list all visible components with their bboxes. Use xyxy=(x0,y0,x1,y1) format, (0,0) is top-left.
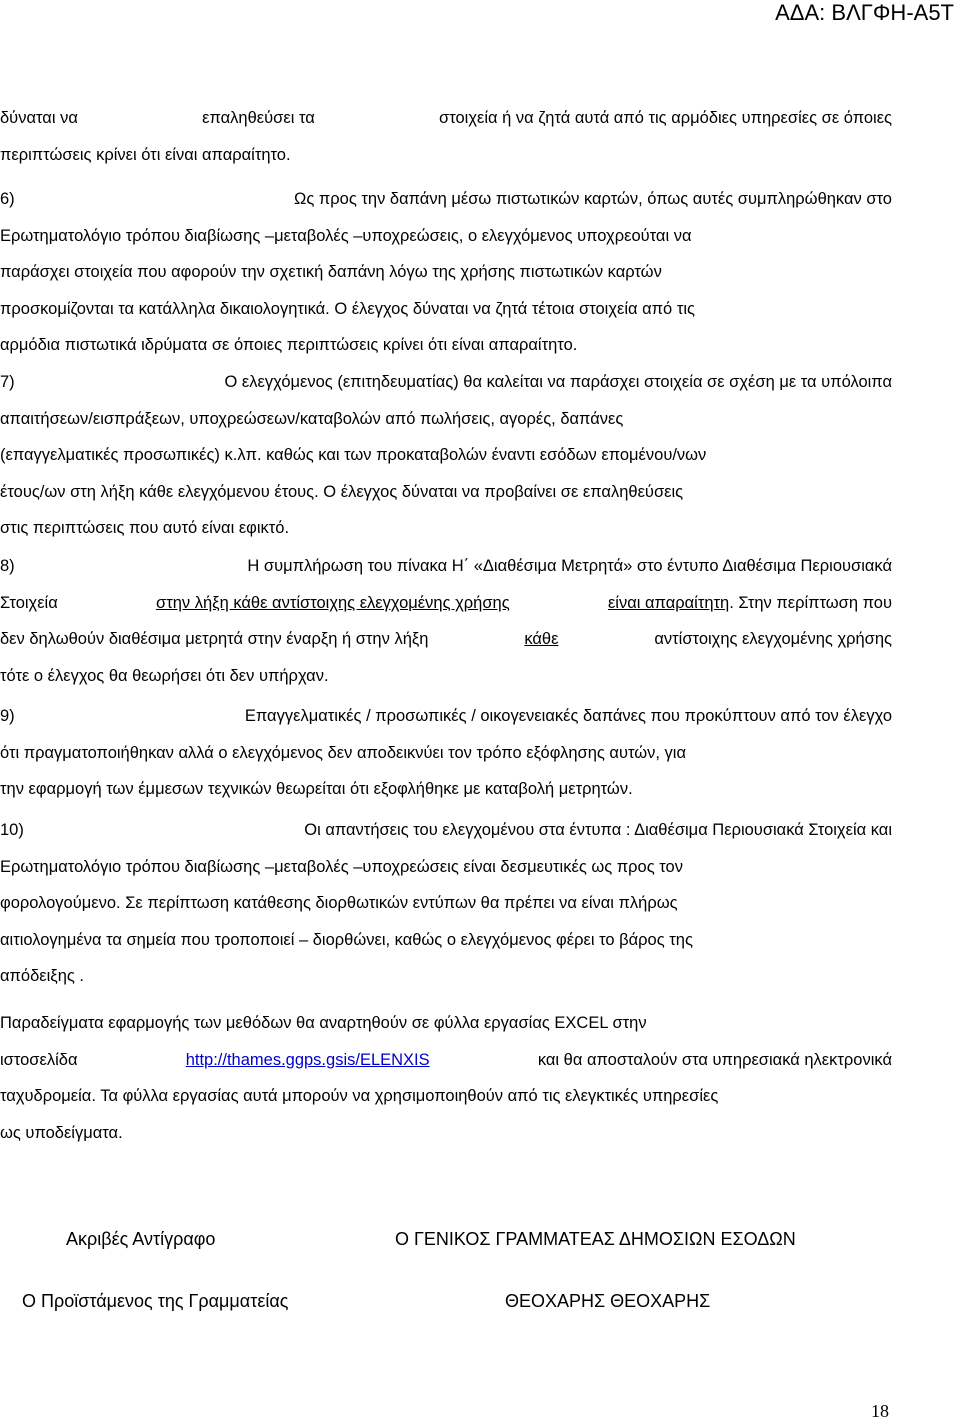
text-segment: έτους/ων στη λήξη κάθε ελεγχόμενου έτους. Ο έλεγχος δύναται να προβαίνει σε επαληθεύσεις xyxy=(0,482,684,501)
text-segment: ως υποδείγματα. xyxy=(0,1123,123,1142)
text-line xyxy=(0,474,892,511)
text-segment: απαιτήσεων/εισπράξεων, υποχρεώσεων/καταβολών από πωλήσεις, αγορές, δαπάνες xyxy=(0,409,624,428)
text-line xyxy=(0,291,892,328)
item-number: 8) xyxy=(0,557,15,575)
paragraph-item-10 xyxy=(0,812,892,995)
text-line xyxy=(0,585,892,622)
text-group xyxy=(608,585,892,622)
signatory-name: ΘΕΟΧΑΡΗΣ ΘΕΟΧΑΡΗΣ xyxy=(505,1291,711,1311)
text-line xyxy=(0,327,892,364)
text-line xyxy=(0,698,892,735)
text-line xyxy=(0,1005,892,1042)
text-line xyxy=(0,958,892,995)
underlined-text: κάθε xyxy=(524,630,559,649)
text-line xyxy=(0,658,892,695)
text-line xyxy=(0,849,892,886)
text-segment: τότε ο έλεγχος θα θεωρήσει ότι δεν υπήρχαν. xyxy=(0,666,329,685)
text-line xyxy=(0,364,892,401)
text-segment: επαληθεύσει τα xyxy=(202,109,315,127)
item-number: 9) xyxy=(0,707,15,725)
text-line xyxy=(0,621,892,658)
text-line xyxy=(0,254,892,291)
item-number: 6) xyxy=(0,190,15,208)
text-segment: περιπτώσεις κρίνει ότι είναι απαραίτητο. xyxy=(0,145,291,164)
text-line xyxy=(0,510,892,547)
text-line xyxy=(0,1078,892,1115)
text-line xyxy=(0,100,892,137)
text-segment: και θα αποσταλούν στα υπηρεσιακά ηλεκτρονικά xyxy=(537,1050,892,1069)
item-number: 10) xyxy=(0,821,24,839)
text-line xyxy=(0,922,892,959)
text-line xyxy=(0,771,892,808)
text-line xyxy=(0,137,892,174)
paragraph-item-8 xyxy=(0,548,892,694)
text-segment: Ερωτηματολόγιο τρόπου διαβίωσης –μεταβολές –υποχρεώσεις, ο ελεγχόμενος υποχρεούται να xyxy=(0,226,692,245)
text-line xyxy=(0,1042,892,1079)
text-line xyxy=(0,181,892,218)
text-segment: απόδειξης . xyxy=(0,967,84,986)
text-line xyxy=(0,885,892,922)
text-line xyxy=(0,218,892,255)
text-segment: Παραδείγματα εφαρμογής των μεθόδων θα αναρτηθούν σε φύλλα εργασίας EXCEL στην xyxy=(0,1014,647,1032)
text-segment: αντίστοιχης ελεγχομένης χρήσης xyxy=(654,630,892,649)
text-segment: παράσχει στοιχεία που αφορούν την σχετική δαπάνη λόγω της χρήσης πιστωτικών καρτών xyxy=(0,263,662,282)
text-line xyxy=(0,437,892,474)
text-segment: . Στην περίπτωση που xyxy=(729,593,892,612)
text-segment: (επαγγελματικές προσωπικές) κ.λπ. καθώς και των προκαταβολών έναντι εσόδων επομένου/νων xyxy=(0,446,707,465)
elenxis-link[interactable]: http://thames.ggps.gsis/ELENXIS xyxy=(185,1050,430,1069)
secretary-general-title: Ο ΓΕΝΙΚΟΣ ΓΡΑΜΜΑΤΕΑΣ ΔΗΜΟΣΙΩΝ ΕΣΟΔΩΝ xyxy=(395,1229,796,1249)
text-segment: δύναται να xyxy=(0,109,78,127)
text-line xyxy=(0,401,892,438)
paragraph-item-7 xyxy=(0,364,892,547)
text-segment: Στοιχεία xyxy=(0,593,58,612)
text-segment: Ερωτηματολόγιο τρόπου διαβίωσης –μεταβολές –υποχρεώσεις είναι δεσμευτικές ως προς τον xyxy=(0,857,683,876)
ada-code-header: ΑΔΑ: ΒΛΓΦΗ-Α5Τ xyxy=(775,0,954,25)
page-number: 18 xyxy=(871,1401,889,1421)
text-segment: στοιχεία ή να ζητά αυτά από τις αρμόδιες υπηρεσίες σε όποιες xyxy=(439,109,892,127)
text-segment: ότι πραγματοποιήθηκαν αλλά ο ελεγχόμενος δεν αποδεικνύει τον τρόπο εξόφλησης αυτών, για xyxy=(0,743,687,762)
underlined-text: είναι απαραίτητη xyxy=(607,593,730,612)
text-line xyxy=(0,735,892,772)
text-segment: την εφαρμογή των έμμεσων τεχνικών θεωρείται ότι εξοφλήθηκε με καταβολή μετρητών. xyxy=(0,780,633,799)
text-segment: Ο ελεγχόμενος (επιτηδευματίας) θα καλείται να παράσχει στοιχεία σε σχέση με τα υπόλοιπα xyxy=(224,373,892,391)
text-segment: φορολογούμενο. Σε περίπτωση κατάθεσης διορθωτικών εντύπων θα πρέπει να είναι πλήρως xyxy=(0,894,678,913)
text-segment: στις περιπτώσεις που αυτό είναι εφικτό. xyxy=(0,519,290,538)
text-line xyxy=(0,548,892,585)
paragraph-continuation xyxy=(0,100,892,173)
text-segment: ταχυδρομεία. Τα φύλλα εργασίας αυτά μπορούν να χρησιμοποιηθούν από τις ελεγκτικές υπηρεσίες xyxy=(0,1087,719,1106)
paragraph-item-6 xyxy=(0,181,892,364)
paragraph-item-9 xyxy=(0,698,892,808)
text-segment: δεν δηλωθούν διαθέσιμα μετρητά στην έναρξη ή στην λήξη xyxy=(0,630,429,649)
text-segment: Η συμπλήρωση του πίνακα Η΄ «Διαθέσιμα Μετρητά» στο έντυπο Διαθέσιμα Περιουσιακά xyxy=(247,557,892,575)
text-segment: αιτιολογημένα τα σημεία που τροποποιεί – διορθώνει, καθώς ο ελεγχόμενος φέρει το βάρος της xyxy=(0,930,693,949)
text-segment: Επαγγελματικές / προσωπικές / οικογενειακές δαπάνες που προκύπτουν από τον έλεγχο xyxy=(244,707,892,725)
text-segment: ιστοσελίδα xyxy=(0,1050,78,1069)
text-line xyxy=(0,812,892,849)
secretariat-head-label: Ο Προϊστάμενος της Γραμματείας xyxy=(22,1291,289,1311)
text-segment: προσκομίζονται τα κατάλληλα δικαιολογητικά. Ο έλεγχος δύναται να ζητά τέτοια στοιχεία από τις xyxy=(0,299,695,318)
text-segment: αρμόδια πιστωτικά ιδρύματα σε όποιες περιπτώσεις κρίνει ότι είναι απαραίτητο. xyxy=(0,336,578,355)
certified-copy-label: Ακριβές Αντίγραφο xyxy=(66,1229,216,1249)
text-segment: Ως προς την δαπάνη μέσω πιστωτικών καρτών, όπως αυτές συμπληρώθηκαν στο xyxy=(294,190,892,208)
text-segment: Οι απαντήσεις του ελεγχομένου στα έντυπα : Διαθέσιμα Περιουσιακά Στοιχεία και xyxy=(304,821,892,839)
text-line xyxy=(0,1115,892,1152)
paragraph-examples xyxy=(0,1005,892,1151)
item-number: 7) xyxy=(0,373,15,391)
underlined-text: στην λήξη κάθε αντίστοιχης ελεγχομένης χρήσης xyxy=(156,593,510,612)
